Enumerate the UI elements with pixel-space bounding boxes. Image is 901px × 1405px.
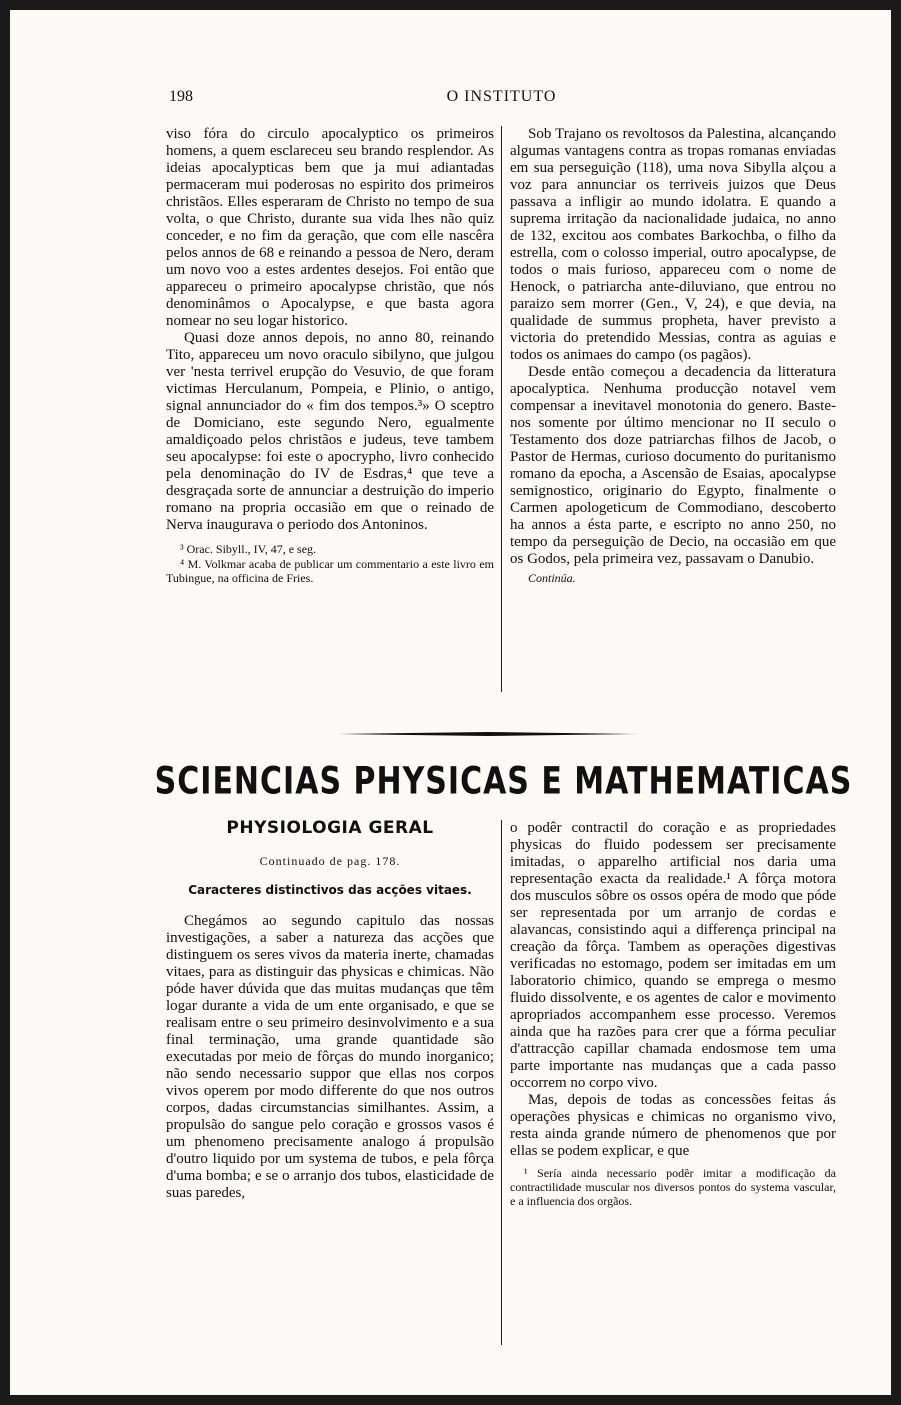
- article-title: PHYSIOLOGIA GERAL: [226, 818, 434, 838]
- page-number: 198: [169, 88, 193, 105]
- continued-note: Continuado de pag. 178.: [259, 854, 401, 868]
- column-divider: [501, 126, 502, 692]
- footnote-4: ⁴ M. Volkmar acaba de publicar um commentario a este livro em Tubingue, na officina de Fries.: [166, 557, 494, 585]
- bottom-right-column: [510, 820, 836, 1209]
- journal-title: O INSTITUTO: [446, 88, 557, 105]
- paragraph: viso fóra do circulo apocalyptico os primeiros homens, a quem esclareceu seu brando resplendor. As ideias apocalypticas bem que ja mui adiantadas permaceram mui poderosas no espirito dos primeiros christãos. Elles esperaram de Christo no tempo de sua volta, o que Christo, durante sua vida lhes não quiz conceder, e no fim da geração, que com elle nascêra pelos annos de 68 e reinando a pessoa de Nero, deram um novo voo a estes ardentes desejos. Foi então que appareceu o primeiro apocalypse christão, que nós denominâmos o Apocalypse, e que basta agora nomear no seu logar historico.: [166, 126, 494, 329]
- paragraph: Chegámos ao segundo capitulo das nossas investigações, a saber a natureza das acções que distinguem os seres vivos da materia inerte, chamadas vitaes, para as distinguir das physicas e chimicas. Não póde haver dúvida que das muitas mudanças que têm logar durante a vida de um ente organisado, e que se realisam entre o seu primeiro desinvolvimento e a sua final terminação, uma grande quantidade são executadas por meio de fôrças do mundo inorganico; não sendo necessario suppor que ellas nos corpos vivos operem por modo differente do que nos outros corpos, dadas circumstancias similhantes. Assim, a propulsão do sangue pelo coração e grossos vasos é um phenomeno precisamente analogo á propulsão d'outro liquido por um systema de tubos, e pela fôrça d'uma bomba; e se o arranjo dos tubos, elasticidade de suas paredes,: [166, 913, 494, 1201]
- paragraph: Mas, depois de todas as concessões feitas ás operações physicas e chimicas no organismo vivo, resta ainda grande número de phenomenos que por ellas se podem explicar, e que: [510, 1092, 836, 1159]
- bottom-left-column: [166, 820, 494, 1202]
- column-divider: [501, 820, 502, 1345]
- chapter-heading: Caracteres distinctivos das acções vitaes.: [188, 883, 472, 897]
- paragraph: Desde então começou a decadencia da litteratura apocalyptica. Nenhuma producção notavel vem compensar a inevitavel monotonia do genero. Baste-nos somente por último mencionar no II seculo o Testamento dos doze patriarchas filhos de Jacob, o Pastor de Hermas, curioso documento do puritanismo romano da epocha, a Ascensão de Esaias, apocalypse semignostico, originario do Egypto, finalmente o Carmen apologeticum de Commodiano, descoberto ha annos a ésta parte, e escripto no anno 250, no tempo da perseguição de Decio, na occasião em que os Godos, pela primeira vez, passavam o Danubio.: [510, 364, 836, 567]
- continues-note: Continúa.: [528, 571, 576, 585]
- footnotes: [166, 542, 494, 585]
- footnote-3: ³ Orac. Sibyll., IV, 47, e seg.: [180, 542, 317, 556]
- page-content: [136, 64, 871, 1364]
- top-right-column: [510, 126, 836, 587]
- paragraph: o podêr contractil do coração e as propriedades physicas do fluido podessem ser precisamente imitadas, o apparelho artificial nos daria uma representação exacta da realidade.¹ A fôrça motora dos musculos sôbre os ossos opéra de modo que póde ser representada por um arranjo de cordas e alavancas, consistindo aqui a differença principal na creação da fôrça. Tambem as operações digestivas verificadas no estomago, podem ser imitadas em um laboratorio chimico, quando se emprega o mesmo fluido dissolvente, e os agentes de calor e movimento apropriados accompanhem esse processo. Veremos ainda que ha razões para crer que a fórma peculiar d'attracção capillar chamada endosmose tem uma parte importante nas mudanças que a cada passo occorrem no corpo vivo.: [510, 820, 836, 1091]
- paragraph: Quasi doze annos depois, no anno 80, reinando Tito, appareceu um novo oraculo sibilyno, que julgou ver 'nesta terrivel erupção do Vesuvio, de que foram victimas Herculanum, Pompeia, e Plinio, o antigo, signal annunciador do « fim dos tempos.³» O sceptro de Domiciano, este segundo Nero, egualmente amaldiçoado pelos christãos e judeus, teve tambem seu apocalypse: foi este o apocrypho, livro conhecido pela denominação do IV de Esdras,⁴ que teve a desgraçada sorte de annunciar a destruição do imperio romano na propria occasião em que o reinado de Nerva inaugurava o periodo dos Antoninos.: [166, 330, 494, 533]
- paragraph: Sob Trajano os revoltosos da Palestina, alcançando algumas vantagens contra as tropas romanas enviadas em sua perseguição (118), uma nova Sibylla alçou a voz para annunciar os terriveis juizos que Deus passava a infligir ao mundo idolatra. E quando a suprema irritação da nacionalidade judaica, no anno de 132, excitou aos combates Barkochba, o filho da estrella, com o colosso imperial, outro apocalypse, de todos o mais furioso, appareceu com o nome de Henock, o patriarcha ante-diluviano, que entrou no paraizo sem morrer (Gen., V, 24), e que devia, na qualidade de summus propheta, haver previsto a victoria do pretendido Messias, contra as aguias e todos os animaes do campo (os pagãos).: [510, 126, 836, 363]
- footnotes: [510, 1166, 836, 1208]
- footnote-1: ¹ Sería ainda necessario podêr imitar a modificação da contractilidade muscular nos diversos pontos do systema vascular, e a influencia dos orgãos.: [510, 1166, 836, 1208]
- scanned-page: [10, 10, 891, 1395]
- running-header: [169, 88, 834, 112]
- top-left-column: [166, 126, 494, 586]
- ornamental-rule: [338, 730, 638, 738]
- section-title: SCIENCIAS PHYSICAS E MATHEMATICAS: [154, 759, 853, 804]
